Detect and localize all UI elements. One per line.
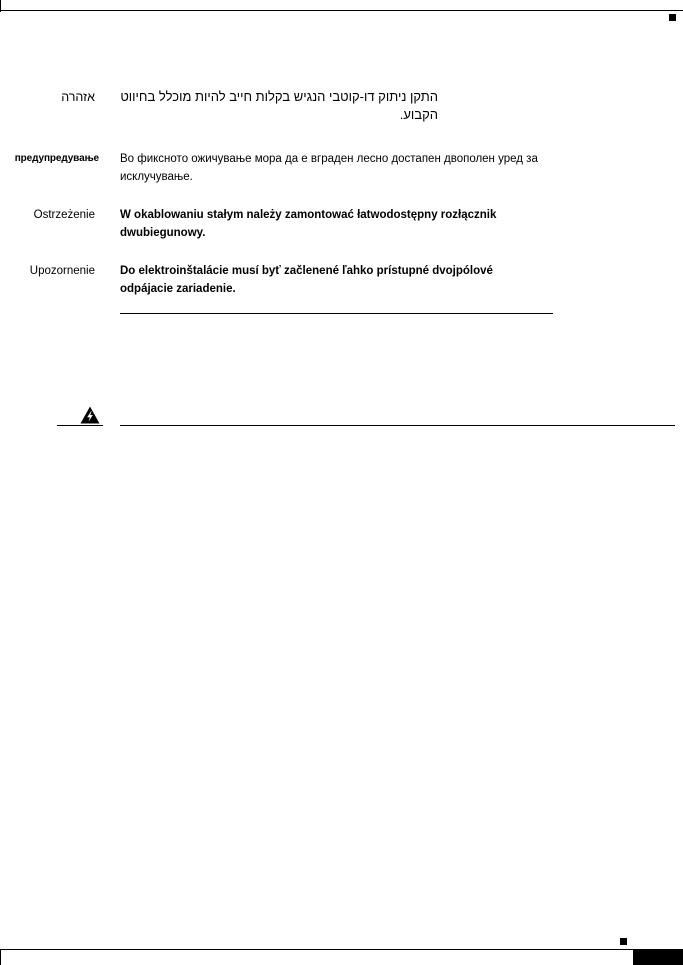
footer-crop-mark: [0, 949, 1, 965]
footer-marker: [620, 938, 627, 945]
header-crop-mark: [0, 0, 1, 12]
warning-label-slovak: Upozornenie: [29, 265, 95, 277]
warning-heading-rule: [120, 425, 675, 426]
page-number-tab: [633, 949, 683, 965]
section-end-rule: [120, 313, 553, 314]
warning-text-polish: W okablowaniu stałym należy zamontować łatwodostępny rozłącznik dwubiegunowy.: [120, 209, 497, 239]
header-rule: [0, 0, 683, 11]
warning-triangle-icon: [80, 406, 100, 424]
icon-underline-rule: [57, 425, 103, 426]
warning-label-macedonian: предупредување: [14, 153, 99, 164]
warning-label-hebrew: אזהרה: [61, 90, 95, 104]
warning-text-slovak: Do elektroinštalácie musí byť začlenené ľahko prístupné dvojpólové odpájacie zariadenie.: [120, 265, 493, 295]
header-marker: [669, 14, 676, 21]
warning-label-polish: Ostrzeżenie: [33, 209, 95, 221]
warning-text-macedonian: Во фиксното ожичување мора да е вграден лесно достапен двополен уред за исклучување.: [120, 153, 538, 183]
warning-text-hebrew: התקן ניתוק דו-קוטבי הנגיש בקלות חייב להיות מוכלל בחיווט הקבוע.: [120, 89, 438, 122]
footer-rule: [0, 949, 683, 950]
